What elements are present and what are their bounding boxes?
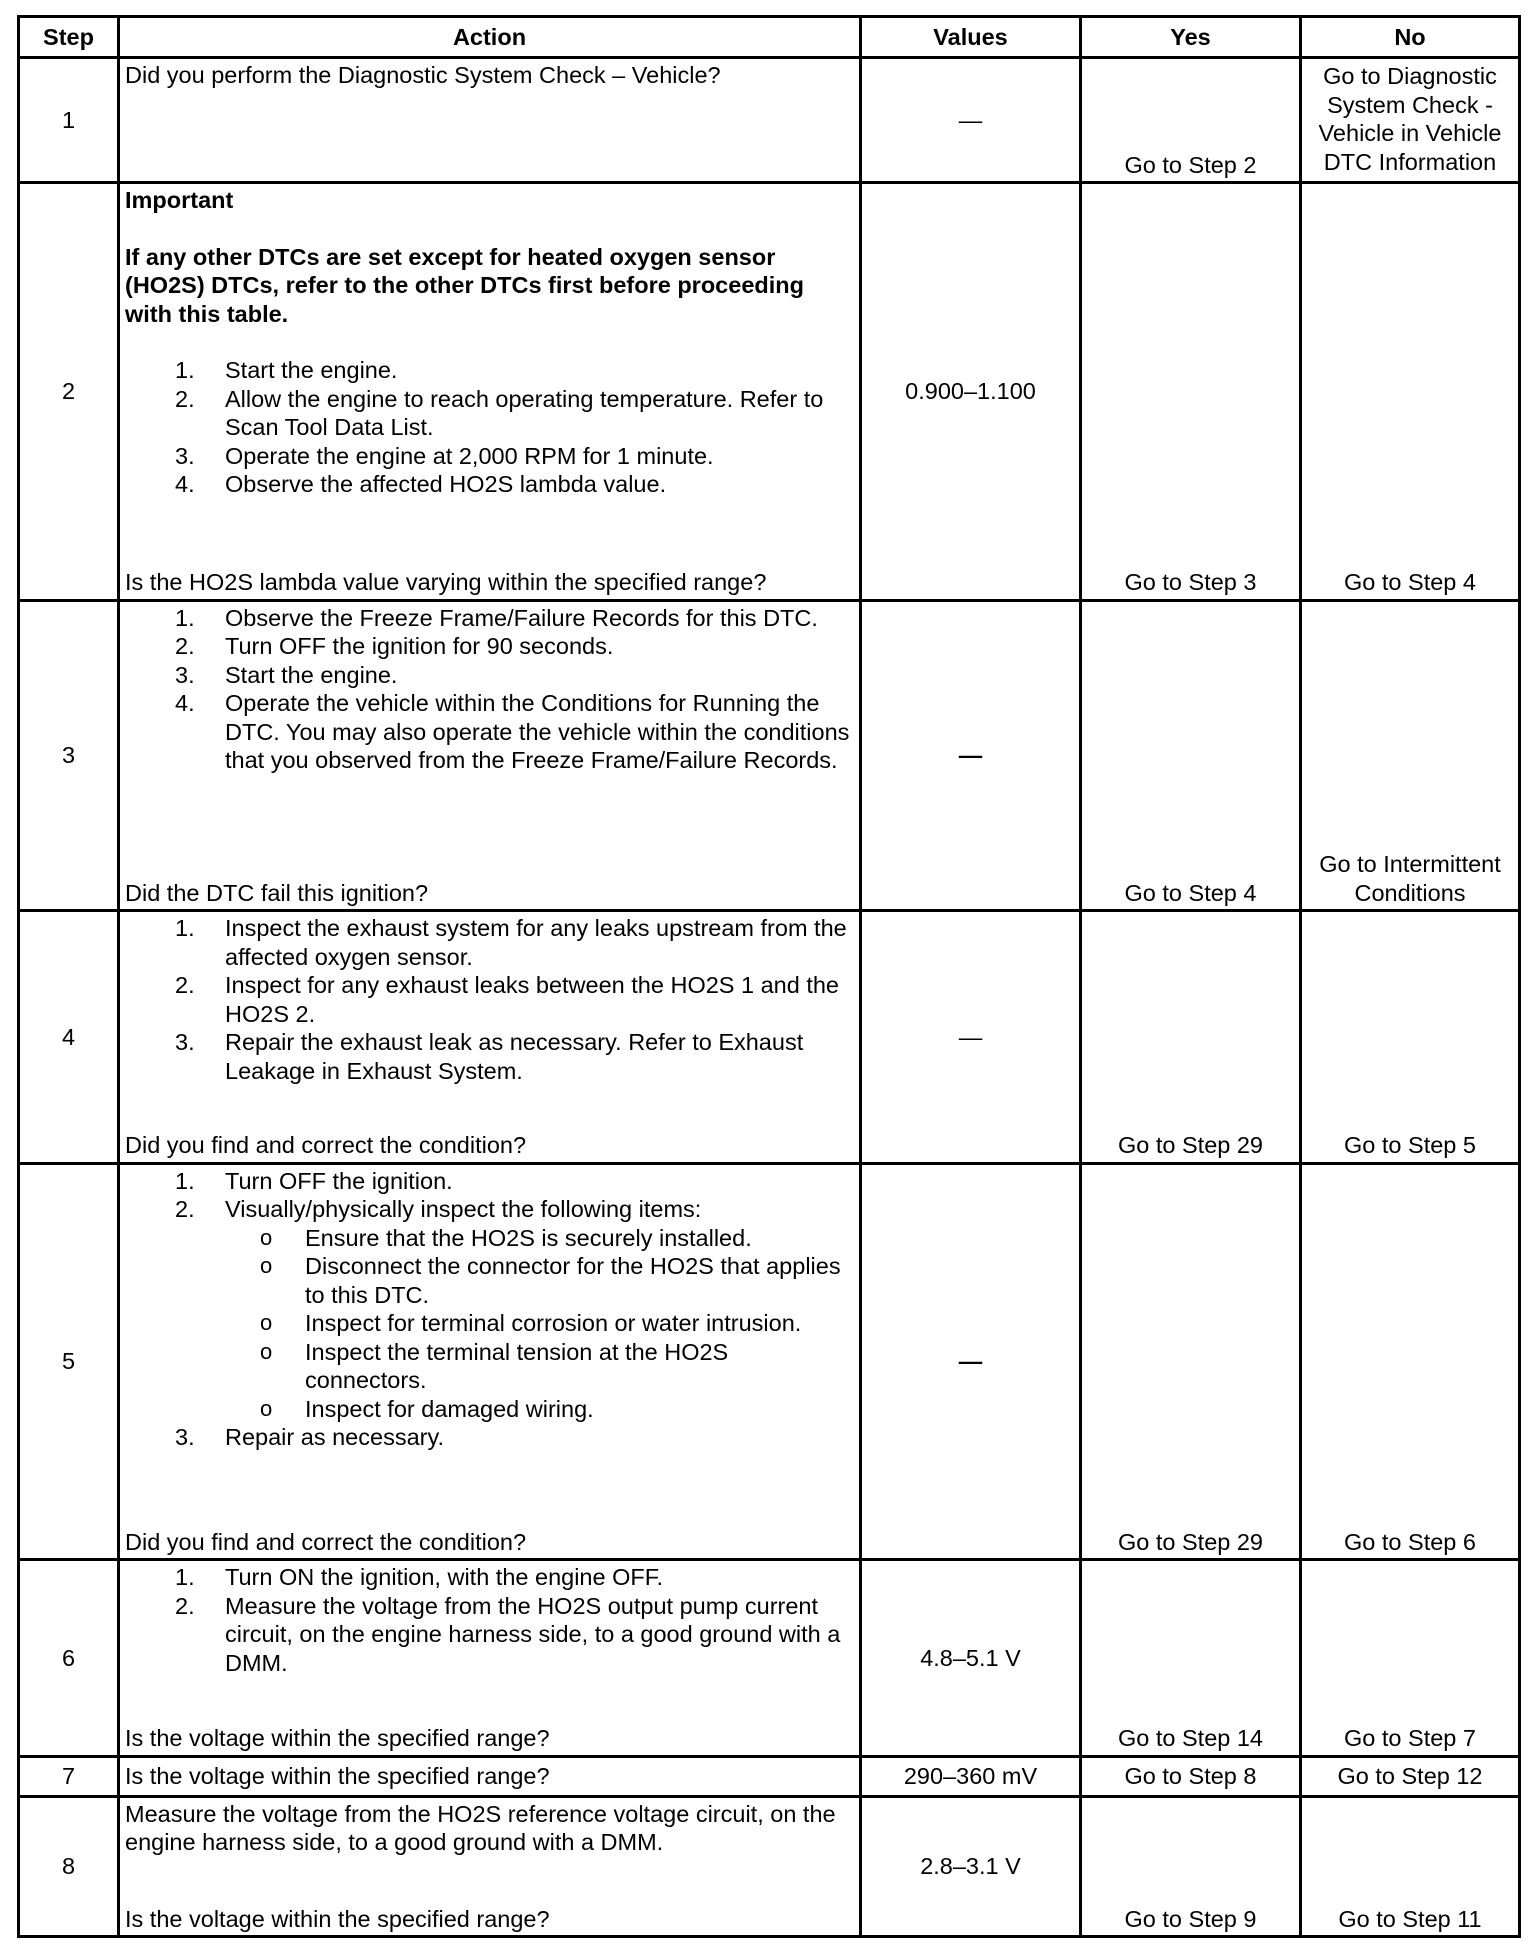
list-item — [125, 1563, 855, 1592]
bullet-icon: o — [260, 1395, 273, 1421]
item-number: 3. — [175, 661, 195, 688]
diagnostic-table-container — [17, 15, 1518, 1938]
important-text: If any other DTCs are set except for heated oxygen sensor (HO2S) DTCs, refer to the other DTCs first before proceeding with this table. — [125, 243, 804, 327]
value-cell: 4.8–5.1 V — [861, 1560, 1081, 1756]
action-question: Is the HO2S lambda value varying within the specified range? — [125, 569, 767, 596]
item-text: Visually/physically inspect the following items: — [225, 1196, 702, 1223]
action-steps — [125, 356, 855, 499]
item-text: Turn OFF the ignition. — [225, 1167, 453, 1194]
item-text: Repair as necessary. — [225, 1424, 444, 1451]
list-item — [125, 470, 855, 499]
list-item — [125, 385, 855, 442]
no-cell: Go to Step 6 — [1301, 1163, 1520, 1560]
value-cell: — — [861, 1163, 1081, 1560]
list-item — [125, 971, 855, 1028]
step-number: 2 — [19, 183, 119, 601]
item-text: Inspect for any exhaust leaks between the HO2S 1 and the HO2S 2. — [225, 972, 839, 1027]
item-text: Turn ON the ignition, with the engine OFF. — [225, 1564, 664, 1591]
sub-list-item — [205, 1338, 855, 1395]
table-row — [19, 1756, 1520, 1796]
action-cell — [119, 1756, 861, 1796]
item-text: Operate the vehicle within the Conditions for Running the DTC. You may also operate the vehicle within the conditions that you observed from the Freeze Frame/Failure Records. — [225, 690, 850, 774]
value-cell: — — [861, 911, 1081, 1163]
sub-item-text: Disconnect the connector for the HO2S that applies to this DTC. — [305, 1253, 841, 1308]
item-text: Observe the Freeze Frame/Failure Records for this DTC. — [225, 604, 818, 631]
table-row — [19, 183, 1520, 601]
sub-item-text: Ensure that the HO2S is securely installed. — [305, 1224, 752, 1251]
item-number: 2. — [175, 1592, 195, 1619]
table-row — [19, 1163, 1520, 1560]
yes-cell: Go to Step 29 — [1081, 911, 1301, 1163]
sub-item-text: Inspect for terminal corrosion or water intrusion. — [305, 1310, 802, 1337]
value-cell: — — [861, 58, 1081, 183]
list-item — [125, 661, 855, 690]
list-item — [125, 442, 855, 471]
item-number: 3. — [175, 1029, 195, 1056]
header-values: Values — [861, 17, 1081, 58]
action-cell — [119, 1560, 861, 1756]
list-item — [125, 1592, 855, 1678]
step-number: 5 — [19, 1163, 119, 1560]
no-cell: Go to Step 12 — [1301, 1756, 1520, 1796]
item-number: 2. — [175, 972, 195, 999]
sub-list-item — [205, 1224, 855, 1253]
item-text: Start the engine. — [225, 661, 398, 688]
bullet-icon: o — [260, 1310, 273, 1336]
step-number: 3 — [19, 600, 119, 910]
item-text: Allow the engine to reach operating temperature. Refer to Scan Tool Data List. — [225, 385, 824, 441]
yes-cell: Go to Step 8 — [1081, 1756, 1301, 1796]
no-cell: Go to Intermittent Conditions — [1301, 600, 1520, 910]
header-action: Action — [119, 17, 861, 58]
item-number: 1. — [175, 915, 195, 942]
action-cell — [119, 600, 861, 910]
bullet-icon: o — [260, 1224, 273, 1250]
table-row — [19, 600, 1520, 910]
table-row — [19, 1796, 1520, 1936]
list-item — [125, 604, 855, 633]
item-number: 4. — [175, 471, 195, 498]
sub-items — [225, 1224, 855, 1424]
bullet-icon: o — [260, 1338, 273, 1364]
item-text: Repair the exhaust leak as necessary. Refer to Exhaust Leakage in Exhaust System. — [225, 1029, 804, 1084]
yes-cell: Go to Step 3 — [1081, 183, 1301, 601]
action-question: Is the voltage within the specified range? — [125, 1725, 550, 1752]
item-text: Start the engine. — [225, 357, 398, 384]
no-cell: Go to Step 7 — [1301, 1560, 1520, 1756]
action-cell — [119, 58, 861, 183]
sub-list-item — [205, 1252, 855, 1309]
step-number: 7 — [19, 1756, 119, 1796]
diagnostic-table — [17, 15, 1521, 1938]
list-item — [125, 689, 855, 775]
item-text: Observe the affected HO2S lambda value. — [225, 471, 667, 498]
list-item — [125, 1167, 855, 1196]
action-question: Did the DTC fail this ignition? — [125, 879, 429, 906]
action-steps — [125, 914, 855, 1085]
item-text: Measure the voltage from the HO2S output pump current circuit, on the engine harness side, to a good ground with a DMM. — [225, 1592, 841, 1676]
action-steps — [125, 1563, 855, 1677]
header-step: Step — [19, 17, 119, 58]
value-cell: 2.8–3.1 V — [861, 1796, 1081, 1936]
item-number: 2. — [175, 633, 195, 660]
list-item — [125, 1195, 855, 1423]
step-number: 8 — [19, 1796, 119, 1936]
sub-list-item — [205, 1395, 855, 1424]
item-text: Turn OFF the ignition for 90 seconds. — [225, 633, 614, 660]
list-item — [125, 1423, 855, 1452]
item-number: 1. — [175, 357, 195, 384]
action-question: Is the voltage within the specified range? — [125, 1905, 550, 1932]
yes-cell: Go to Step 2 — [1081, 58, 1301, 183]
action-question: Did you perform the Diagnostic System Check – Vehicle? — [125, 62, 721, 88]
item-number: 1. — [175, 604, 195, 631]
list-item — [125, 632, 855, 661]
item-number: 1. — [175, 1167, 195, 1194]
value-cell: — — [861, 600, 1081, 910]
no-cell: Go to Diagnostic System Check - Vehicle in Vehicle DTC Information — [1301, 58, 1520, 183]
action-intro: Measure the voltage from the HO2S reference voltage circuit, on the engine harness side, to a good ground with a DMM. — [125, 1800, 836, 1856]
action-question: Did you find and correct the condition? — [125, 1132, 527, 1159]
step-number: 1 — [19, 58, 119, 183]
sub-item-text: Inspect the terminal tension at the HO2S connectors. — [305, 1338, 729, 1394]
action-question: Is the voltage within the specified range? — [125, 1762, 550, 1789]
yes-cell: Go to Step 9 — [1081, 1796, 1301, 1936]
header-row — [19, 17, 1520, 58]
important-title: Important — [125, 187, 234, 214]
action-steps — [125, 604, 855, 775]
yes-cell: Go to Step 29 — [1081, 1163, 1301, 1560]
action-cell — [119, 1796, 861, 1936]
item-number: 3. — [175, 1424, 195, 1451]
sub-list-item — [205, 1309, 855, 1338]
item-number: 4. — [175, 690, 195, 717]
header-no: No — [1301, 17, 1520, 58]
yes-cell: Go to Step 4 — [1081, 600, 1301, 910]
no-cell: Go to Step 11 — [1301, 1796, 1520, 1936]
value-cell: 290–360 mV — [861, 1756, 1081, 1796]
list-item — [125, 914, 855, 971]
action-cell — [119, 911, 861, 1163]
item-number: 1. — [175, 1564, 195, 1591]
table-row — [19, 58, 1520, 183]
action-cell — [119, 1163, 861, 1560]
sub-item-text: Inspect for damaged wiring. — [305, 1395, 594, 1422]
no-cell: Go to Step 5 — [1301, 911, 1520, 1163]
item-text: Operate the engine at 2,000 RPM for 1 minute. — [225, 442, 714, 469]
item-number: 2. — [175, 1196, 195, 1223]
list-item — [125, 1028, 855, 1085]
step-number: 4 — [19, 911, 119, 1163]
table-row — [19, 911, 1520, 1163]
value-cell: 0.900–1.100 — [861, 183, 1081, 601]
header-yes: Yes — [1081, 17, 1301, 58]
no-cell: Go to Step 4 — [1301, 183, 1520, 601]
item-number: 3. — [175, 442, 195, 469]
action-question: Did you find and correct the condition? — [125, 1528, 527, 1555]
table-row — [19, 1560, 1520, 1756]
action-steps — [125, 1167, 855, 1452]
item-text: Inspect the exhaust system for any leaks upstream from the affected oxygen sensor. — [225, 915, 847, 970]
bullet-icon: o — [260, 1253, 273, 1279]
list-item — [125, 356, 855, 385]
action-cell — [119, 183, 861, 601]
item-number: 2. — [175, 385, 195, 412]
yes-cell: Go to Step 14 — [1081, 1560, 1301, 1756]
step-number: 6 — [19, 1560, 119, 1756]
